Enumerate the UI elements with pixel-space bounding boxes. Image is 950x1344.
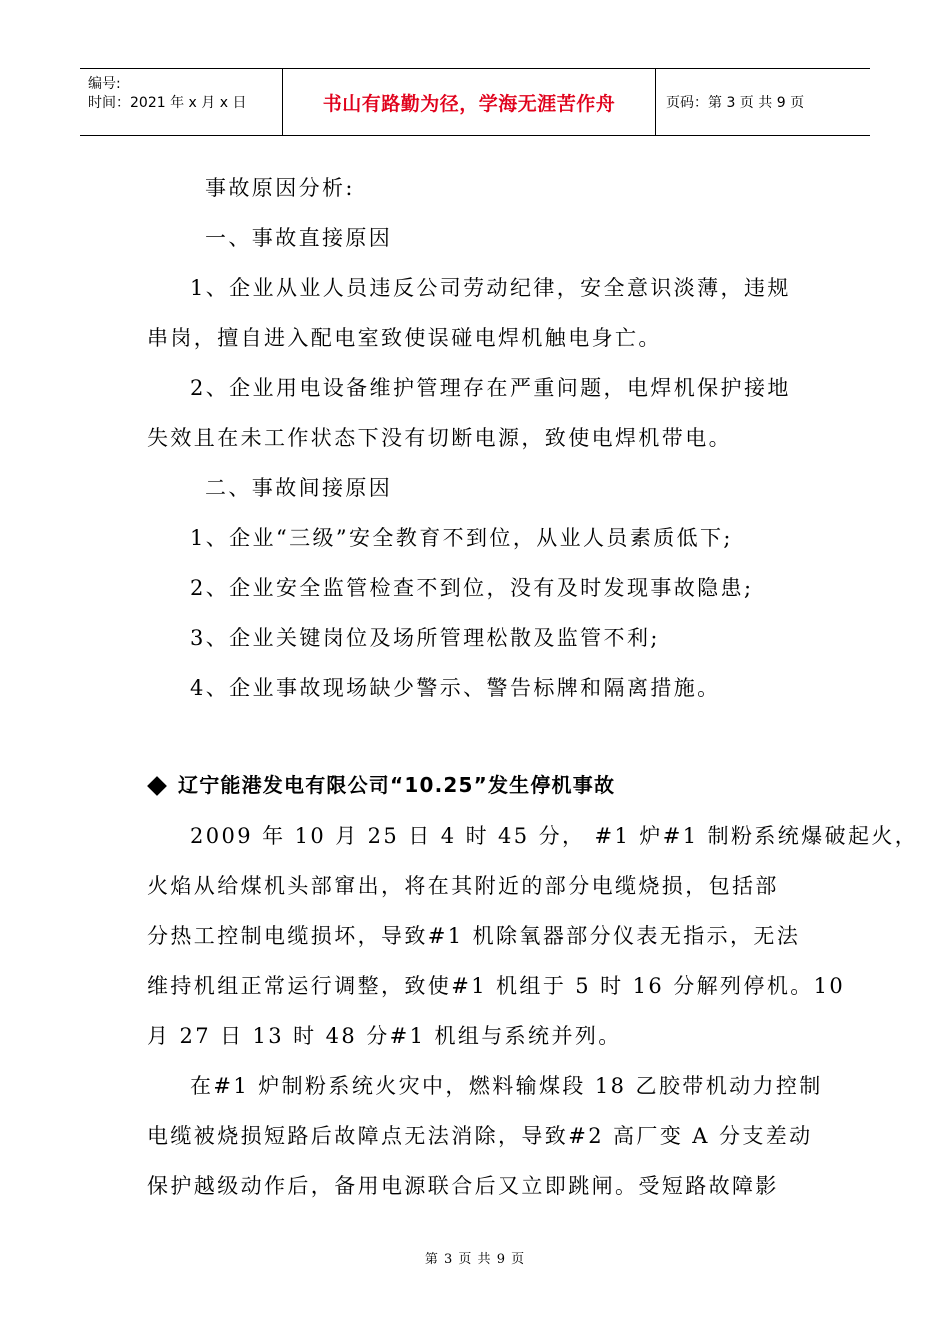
page-code: 页码：第 3 页 共 9 页 (666, 95, 805, 111)
header-motto-cell (283, 69, 656, 135)
paragraph-line: 分热工控制电缆损坏，导致#1 机除氧器部分仪表无指示，无法 (147, 924, 801, 948)
motto-text: 书山有路勤为径，学海无涯苦作舟 (322, 92, 616, 115)
indirect-cause-heading: 二、事故间接原因 (205, 476, 393, 500)
header-meta-cell (80, 69, 283, 135)
date-label: 时间：2021 年 x 月 x 日 (88, 95, 247, 111)
direct-cause-heading: 一、事故直接原因 (205, 226, 393, 250)
indirect-cause-4: 4、企业事故现场缺少警示、警告标牌和隔离措施。 (190, 676, 721, 700)
footer-page-number: 第 3 页 共 9 页 (424, 1252, 526, 1267)
header-table (80, 68, 870, 136)
header-page-cell (656, 69, 870, 135)
number-label: 编号: (88, 76, 121, 92)
direct-cause-1-line-1: 1、企业从业人员违反公司劳动纪律，安全意识淡薄，违规 (190, 276, 791, 300)
section-title (144, 769, 615, 798)
analysis-heading: 事故原因分析: (205, 176, 355, 200)
direct-cause-1-line-2: 串岗，擅自进入配电室致使误碰电焊机触电身亡。 (147, 326, 662, 350)
page-footer (0, 1248, 950, 1267)
direct-cause-2-line-1: 2、企业用电设备维护管理存在严重问题，电焊机保护接地 (190, 376, 791, 400)
paragraph-line: 火焰从给煤机头部窜出，将在其附近的部分电缆烧损，包括部 (147, 874, 779, 898)
indirect-cause-3: 3、企业关键岗位及场所管理松散及监管不利; (190, 626, 660, 650)
diamond-bullet-icon (147, 776, 167, 796)
indirect-cause-1: 1、企业“三级”安全教育不到位，从业人员素质低下; (190, 526, 733, 550)
paragraph-line: 电缆被烧损短路后故障点无法消除，导致#2 高厂变 A 分支差动 (147, 1124, 813, 1148)
section-title-text: 辽宁能港发电有限公司“10.25”发生停机事故 (178, 773, 616, 797)
paragraph-line: 2009 年 10 月 25 日 4 时 45 分， #1 炉#1 制粉系统爆破起火， (190, 824, 919, 848)
paragraph-line: 保护越级动作后，备用电源联合后又立即跳闸。受短路故障影 (147, 1174, 779, 1198)
indirect-cause-2: 2、企业安全监管检查不到位，没有及时发现事故隐患; (190, 576, 754, 600)
direct-cause-2-line-2: 失效且在未工作状态下没有切断电源，致使电焊机带电。 (147, 426, 732, 450)
paragraph-line: 月 27 日 13 时 48 分#1 机组与系统并列。 (147, 1024, 622, 1048)
paragraph-line: 在#1 炉制粉系统火灾中，燃料输煤段 18 乙胶带机动力控制 (190, 1074, 823, 1098)
paragraph-line: 维持机组正常运行调整，致使#1 机组于 5 时 16 分解列停机。10 (147, 974, 846, 998)
